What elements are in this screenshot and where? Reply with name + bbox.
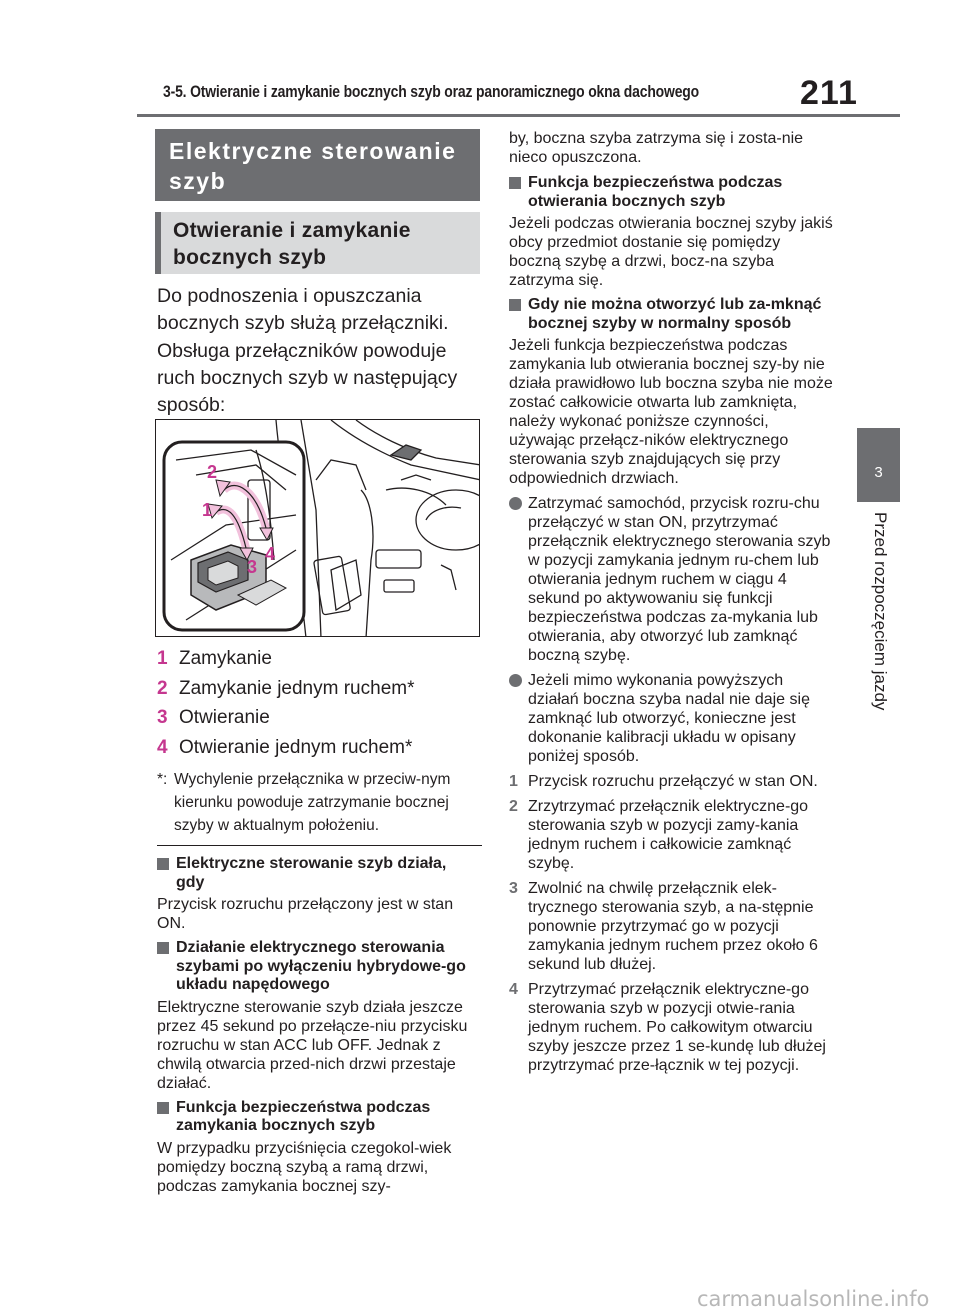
step-number: 4 <box>509 981 518 998</box>
note-body: Jeżeli funkcja bezpieczeństwa podczas zamykania lub otwierania bocznej szy-by nie działa prawidłowo lub boczna szyba nie może zostać całkowicie otwarta lub zamknięta, należy wykonać poniższe czynności, używając przełącz-ników elektrycznego sterowania szyb znajdujących się przy odpowiednich drzwiach. <box>509 337 833 487</box>
note-heading: Gdy nie można otworzyć lub za-mknąć bocznej szyby w normalny sposób <box>509 296 833 333</box>
legend-number: 3 <box>157 707 168 728</box>
intro-paragraph: Do podnoszenia i opuszczania bocznych szyb służą przełączniki. <box>157 285 449 334</box>
legend-number: 1 <box>157 648 168 669</box>
note-heading: Funkcja bezpieczeństwa podczas otwierania bocznych szyb <box>509 174 833 211</box>
note-heading: Funkcja bezpieczeństwa podczas zamykania bocznych szyb <box>157 1099 479 1136</box>
step-number: 3 <box>509 880 518 897</box>
legend-text: Otwieranie <box>179 707 270 728</box>
step-item <box>509 797 833 873</box>
step-item <box>509 980 833 1075</box>
header-divider <box>137 114 900 117</box>
page-number: 211 <box>800 74 858 112</box>
step-text: Przycisk rozruchu przełączyć w stan ON. <box>528 773 818 790</box>
step-number: 2 <box>509 798 518 815</box>
legend-text: Zamykanie jednym ruchem* <box>179 678 415 699</box>
note-body: Elektryczne sterowanie szyb działa jeszcze przez 45 sekund po przełącze-niu przycisku rozruchu w stan ACC lub OFF. Jednak z chwilą otwarcia przed-nich drzwi przestaje działać. <box>157 998 468 1092</box>
chapter-number: 3 <box>874 464 883 481</box>
step-text: Zwolnić na chwilę przełącznik elek-trycznego sterowania szyb, a na-stępnie ponownie przytrzymać go w pozycji zamykania jednym ruchem przez około 6 sekund lub dłużej. <box>528 880 818 973</box>
continued-text: by, boczna szyba zatrzyma się i zosta-nie nieco opuszczona. <box>509 130 804 166</box>
subsection-title: Otwieranie i zamykanie bocznych szyb <box>155 212 480 274</box>
legend-item <box>157 646 482 672</box>
right-column <box>509 129 833 1081</box>
legend-number: 2 <box>157 678 168 699</box>
step-item <box>509 772 833 791</box>
section-divider <box>157 845 482 846</box>
step-item <box>509 879 833 974</box>
legend-item <box>157 705 482 731</box>
note-body: Jeżeli podczas otwierania bocznej szyby jakiś obcy przedmiot dostanie się pomiędzy boczną szybę a drzwi, bocz-na szyba zatrzyma się. <box>509 215 833 289</box>
bullet-item: Jeżeli mimo wykonania powyższych działań boczna szyba nadal nie daje się zamknąć lub otworzyć, konieczne jest dokonanie kalibracji układu w opisany poniżej sposób. <box>509 671 833 766</box>
step-text: Przytrzymać przełącznik elektryczne-go sterowania szyb w pozycji otwie-rania jednym ruchem. Po całkowitym otwarciu szyby jeszcze przez 1 se-kundę lub dłużej przytrzymać prze-łącznik w tej pozycji. <box>528 981 826 1074</box>
callout-3: 3 <box>247 557 258 577</box>
footnote-text: Wychylenie przełącznika w przeciw-nym kierunku powoduje zatrzymanie bocznej szyby w aktualnym położeniu. <box>174 771 451 834</box>
legend-item <box>157 735 482 761</box>
running-header-title: 3-5. Otwieranie i zamykanie bocznych szyb oraz panoramicznego okna dachowego <box>163 82 699 101</box>
legend-text: Otwieranie jednym ruchem* <box>179 737 413 758</box>
chapter-tab[interactable] <box>857 428 900 502</box>
legend-text: Zamykanie <box>179 648 272 669</box>
note-body: Przycisk rozruchu przełączony jest w stan ON. <box>157 896 454 932</box>
window-switch-illustration <box>155 419 480 637</box>
callout-2: 2 <box>207 462 218 482</box>
bullet-item: Zatrzymać samochód, przycisk rozru-chu przełączyć w stan ON, przytrzymać przełącznik elektrycznego sterowania szyb w pozycji zamykania jednym ru-chem lub otwierania jednym ruchem w ciągu 4 sekund po aktywowaniu się funkcji bezpieczeństwa podczas za-mykania lub otwierania, aby otworzyć lub zamknąć boczną szybę. <box>509 494 833 665</box>
step-text: Zrzytrzymać przełącznik elektryczne-go sterowania szyb w pozycji zamy-kania jednym ruchem i całkowicie zamknąć szybę. <box>528 798 809 872</box>
footnote <box>157 768 482 837</box>
chapter-label: Przed rozpoczęciem jazdy <box>871 512 890 711</box>
section-title: Elektryczne sterowanie szyb <box>155 129 480 201</box>
callout-1: 1 <box>202 500 213 520</box>
door-panel-drawing <box>156 420 480 637</box>
step-number: 1 <box>509 773 518 790</box>
intro-paragraph: Obsługa przełączników powoduje ruch bocznych szyb w następujący sposób: <box>157 340 458 416</box>
legend-item <box>157 676 482 702</box>
note-heading: Działanie elektrycznego sterowania szybami po wyłączeniu hybrydowe-go układu napędowego <box>157 939 479 995</box>
note-body: W przypadku przyciśnięcia czegokol-wiek pomiędzy boczną szybą a ramą drzwi, podczas zamykania bocznej szy- <box>157 1139 452 1195</box>
footnote-mark: *: <box>157 771 168 788</box>
callout-4: 4 <box>265 544 276 564</box>
watermark: carmanualsonline.info <box>697 1287 930 1311</box>
legend-number: 4 <box>157 737 168 758</box>
left-column <box>157 855 479 1202</box>
note-heading: Elektryczne sterowanie szyb działa, gdy <box>157 855 479 892</box>
